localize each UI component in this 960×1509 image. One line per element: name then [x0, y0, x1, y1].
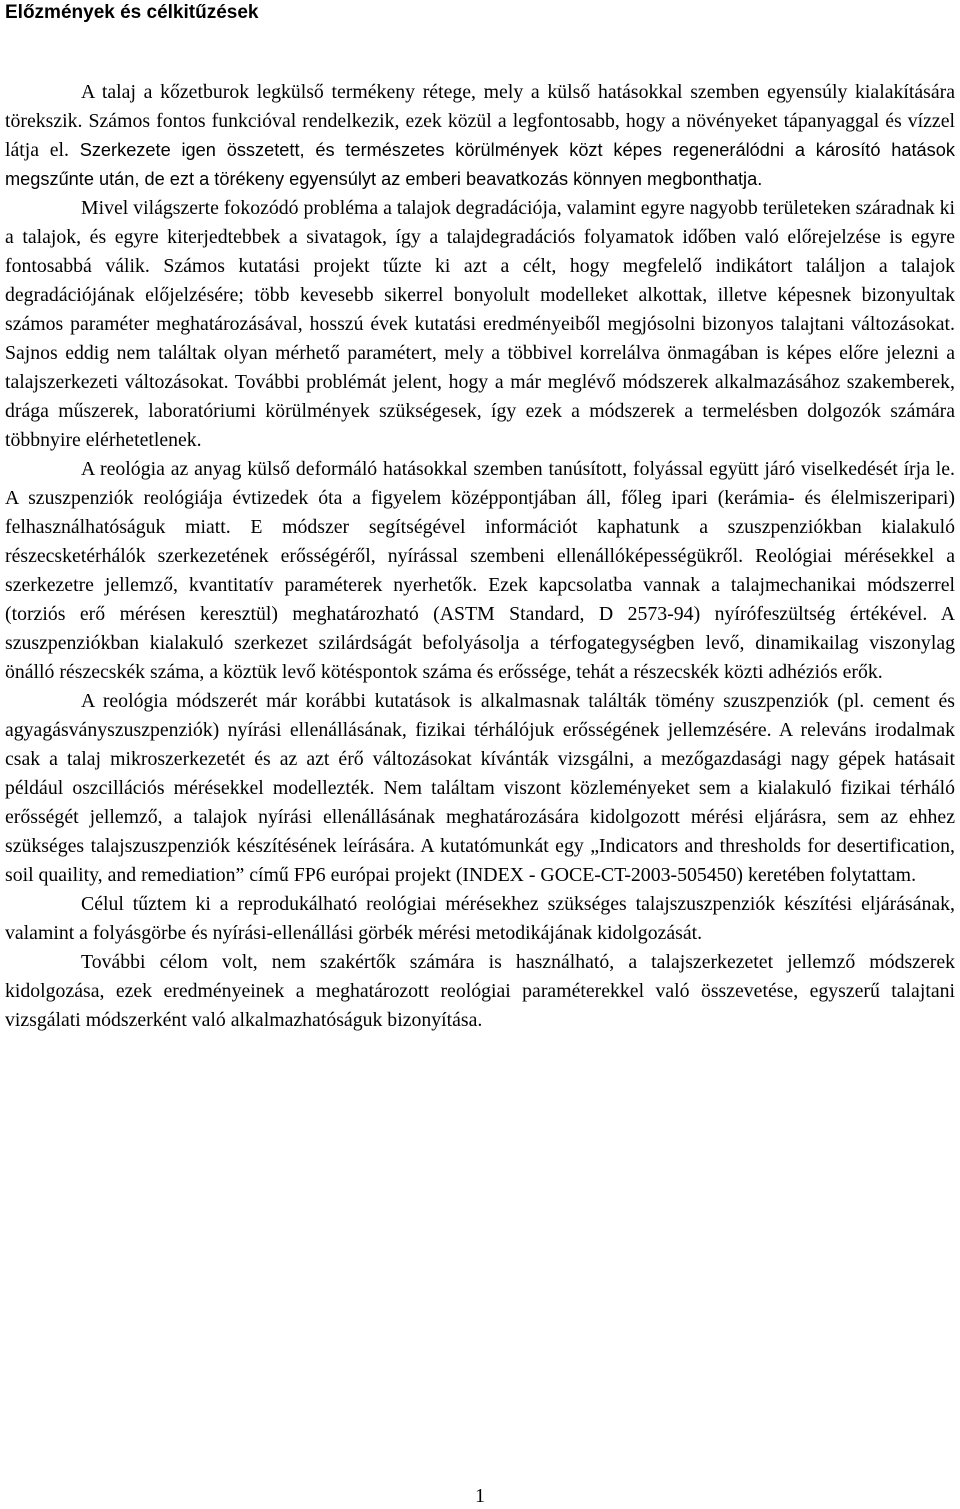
body-paragraph: [5, 455, 955, 687]
paragraph-text-segment: Szerkezete igen összetett, és természetes körülmények közt képes regenerálódni a károsító hatások megszűnte után, de ezt a törékeny egyensúlyt az emberi beavatkozás könnyen megbonthatja.: [5, 140, 955, 189]
paragraph-text-segment: A reológia módszerét már korábbi kutatások is alkalmasnak találták tömény szuszpenziók (pl. cement és agyagásványszuszpenziók) nyírási ellenállásának, fizikai térhálójuk erősségének jellemzésére. A releváns irodalmak csak a talaj mikroszerkezetét és az azt érő változásokat kívánták vizsgálni, a mezőgazdasági nagy gépek hatásait például oszcillációs mérésekkel modellezték. Nem találtam viszont közleményeket sem a kialakuló fizikai térháló erősségét jellemző, a talajok nyírási ellenállásának meghatározására kidolgozott mérési eljárásra, sem az ehhez szükséges talajszuszpenziók készítésének leírására. A kutatómunkát egy „Indicators and thresholds for desertification, soil quaility, and remediation” című FP6 európai projekt (INDEX - GOCE-CT-2003-505450) keretében folytattam.: [5, 690, 955, 886]
body-paragraph: [5, 948, 955, 1035]
body-paragraph: [5, 78, 955, 194]
paragraph-text-segment: A talaj a kőzetburok legkülső termékeny rétege, mely a külső hatásokkal szemben egyensúly kialakítására törekszik. Számos fontos funkcióval rendelkezik, ezek közül a legfontosabb, hogy a növényeket tápanyaggal és vízzel látja el.: [5, 81, 955, 161]
paragraph-text-segment: A reológia az anyag külső deformáló hatásokkal szemben tanúsított, folyással együtt járó viselkedését írja le. A szuszpenziók reológiája évtizedek óta a figyelem középpontjában áll, főleg ipari (kerámia- és élelmiszeripari) felhasználhatóságuk miatt. E módszer segítségével információt kaphatunk a szuszpenziókban kialakuló részecsketérhálók szerkezetének erősségéről, nyírással szembeni ellenállóképességükről. Reológiai mérésekkel a szerkezetre jellemző, kvantitatív paraméterek nyerhetők. Ezek kapcsolatba vannak a talajmechanikai módszerrel (torziós erő mérésen keresztül) meghatározható (ASTM Standard, D 2573-94) nyírófeszültség értékével. A szuszpenziókban kialakuló szerkezet szilárdságát befolyásolja a térfogategységben levő, dinamikailag viszonylag önálló részecskék száma, a köztük levő kötéspontok száma és erőssége, tehát a részecskék közti adhéziós erők.: [5, 458, 955, 683]
section-title: Előzmények és célkitűzések: [5, 2, 259, 23]
paragraph-text-segment: Mivel világszerte fokozódó probléma a talajok degradációja, valamint egyre nagyobb területeken száradnak ki a talajok, és egyre kiterjedtebbek a sivatagok, így a talajdegradációs folyamatok időben való előrejelzése is egyre fontosabbá válik. Számos kutatási projekt tűzte ki azt a célt, hogy megfelelő indikátort találjon a talajok degradációjának előjelzésére; több kevesebb sikerrel bonyolult modelleket alkottak, illetve képesnek bizonyultak számos paraméter meghatározásával, hosszú évek kutatási eredményeiből megjósolni bizonyos talajtani változásokat. Sajnos eddig nem találtak olyan mérhető paramétert, mely a többivel korrelálva önmagában is képes előre jelezni a talajszerkezeti változásokat. További problémát jelent, hogy a már meglévő módszerek alkalmazásához szakemberek, drága műszerek, laboratóriumi körülmények szükségesek, így ezek a módszerek a termelésben dolgozók számára többnyire elérhetetlenek.: [5, 197, 955, 451]
body-paragraph: [5, 687, 955, 890]
body-paragraph: [5, 890, 955, 948]
paragraph-text-segment: Célul tűztem ki a reprodukálható reológiai mérésekhez szükséges talajszuszpenziók készítési eljárásának, valamint a folyásgörbe és nyírási-ellenállási görbék mérési metodikájának kidolgozását.: [5, 893, 955, 944]
body-paragraph: [5, 194, 955, 455]
paragraph-text-segment: További célom volt, nem szakértők számára is használható, a talajszerkezetet jellemző módszerek kidolgozása, ezek eredményeinek a meghatározott reológiai paraméterekkel való összevetése, egyszerű talajtani vizsgálati módszerként való alkalmazhatóságuk bizonyítása.: [5, 951, 955, 1031]
page-number: 1: [475, 1485, 485, 1507]
document-body: [5, 78, 955, 1035]
document-page: [5, 0, 955, 1035]
